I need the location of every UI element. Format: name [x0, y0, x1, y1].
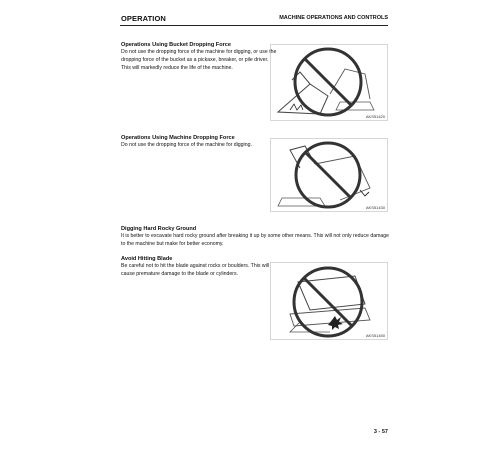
body-line: dropping force of the bucket as a pickaxe, breaker, or pile driver.: [121, 57, 269, 63]
page-number: 3 - 57: [373, 429, 388, 435]
prohibited-illustration: [270, 262, 388, 340]
figure-code: AKS51430: [365, 205, 385, 210]
figure-code: AKS51450: [365, 333, 385, 338]
body-line: This will markedly reduce the life of the machine.: [121, 65, 233, 71]
section-title-digging-hard-rocky-ground: Digging Hard Rocky Ground: [121, 226, 197, 232]
body-line: Do not use the dropping force of the machine for digging.: [121, 142, 252, 148]
header-rule: [120, 25, 388, 26]
figure-bucket-dropping-prohibited: [270, 44, 388, 121]
prohibited-illustration: [270, 138, 388, 212]
figure-blade-hitting-prohibited: [270, 262, 388, 340]
body-line: to the machine but make for better economy.: [121, 241, 224, 247]
body-line: cause premature damage to the blade or cylinders.: [121, 271, 239, 277]
figure-machine-dropping-prohibited: [270, 138, 388, 212]
header-section-title: OPERATION: [121, 14, 166, 23]
section-title-bucket-dropping-force: Operations Using Bucket Dropping Force: [121, 42, 232, 48]
header-chapter-title: MACHINE OPERATIONS AND CONTROLS: [279, 15, 388, 21]
prohibited-illustration: [270, 44, 388, 121]
body-line: Be careful not to hit the blade against rocks or boulders. This will: [121, 263, 270, 269]
body-line: It is better to excavate hard rocky ground after breaking it up by some other means. This will not only reduce damage: [121, 233, 390, 239]
figure-code: AKS51420: [365, 114, 385, 119]
body-line: Do not use the dropping force of the machine for digging, or use the: [121, 49, 277, 55]
section-title-avoid-hitting-blade: Avoid Hitting Blade: [121, 256, 173, 262]
section-title-machine-dropping-force: Operations Using Machine Dropping Force: [121, 135, 235, 141]
